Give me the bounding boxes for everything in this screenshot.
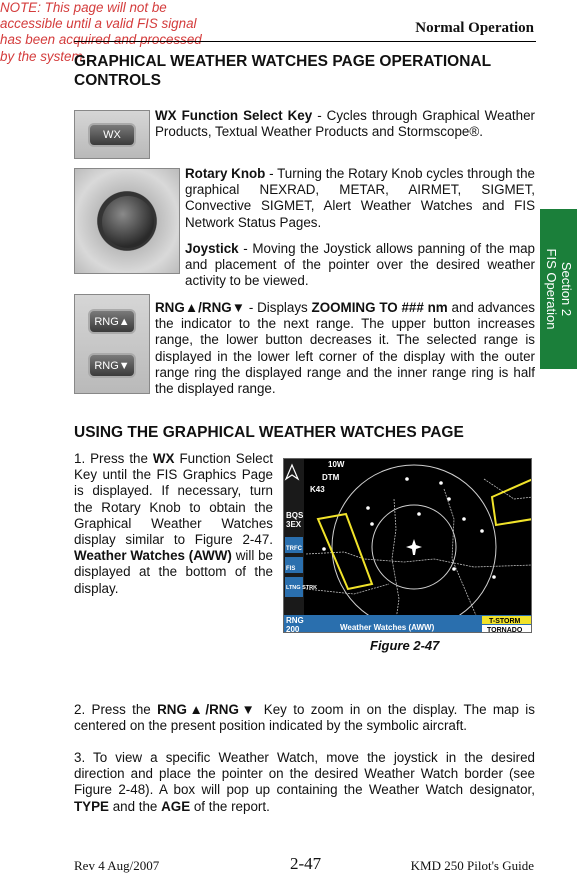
side-label: LTNG STRK — [286, 585, 318, 591]
section-tab — [540, 209, 577, 369]
rotary-text: - Turning the Rotary Knob cycles through the graphical NEXRAD, METAR, AIRMET, SIGMET, Convective SIGMET, Alert Weather Watches and FIS Network Status Pages. — [185, 166, 535, 230]
side-label: FIS — [286, 566, 296, 572]
footer-title: KMD 250 Pilot's Guide — [410, 858, 534, 873]
step3-a: 3. To view a specific Weather Watch, move the joystick in the desired direction and place the pointer on the desired Weather Watch border (see Figure 2-48). A box will pop up containing the Weather Watch designator, — [74, 750, 535, 798]
watch-box-east — [492, 479, 532, 525]
wx-text: - Cycles through Graphical Weather Products, Textual Weather Products and Stormscope®. — [155, 108, 535, 140]
rotary-description — [185, 166, 535, 231]
step2-term: RNG▲/RNG▼ — [157, 702, 258, 717]
wx-description — [155, 108, 535, 140]
waypoint-label: BQS — [286, 511, 304, 520]
wx-key: WX — [88, 123, 136, 147]
wx-term: WX Function Select Key — [155, 108, 313, 123]
section-tab-line2: FIS Operation — [543, 248, 559, 330]
joystick-knob-icon — [102, 196, 154, 248]
weather-watches-screen — [283, 458, 532, 633]
step3-c: of the report. — [190, 798, 270, 814]
step1-term: Weather Watches (AWW) — [74, 548, 232, 564]
waypoint-label: 10W — [328, 460, 345, 469]
wx-key-picture — [74, 110, 150, 159]
step3-age: AGE — [161, 798, 191, 814]
weather-map — [284, 459, 532, 633]
waypoint-label: DTM — [322, 473, 340, 482]
rng-term: RNG▲/RNG▼ — [155, 300, 246, 315]
section-tab-line1: Section 2 — [558, 261, 574, 317]
step3-type: TYPE — [74, 798, 109, 814]
joystick-description — [185, 241, 535, 290]
step2-a: 2. Press the — [74, 702, 158, 717]
rng-down-key: RNG▼ — [88, 353, 136, 378]
legend-tornado: TORNADO — [487, 627, 523, 634]
step3-b: and the — [108, 798, 162, 814]
rng-text-a: - Displays — [245, 300, 312, 315]
rng-text-b: and advances the indicator to the next range. The upper button increases range, the lower button decreases it. The selected range is displayed in the lower left corner of the display with the outer range ring the displayed range and the inner range ring is half the displayed range. — [155, 300, 535, 397]
rng-keys-picture — [74, 294, 150, 394]
page-title: GRAPHICAL WEATHER WATCHES PAGE OPERATIONAL CONTROLS — [74, 53, 491, 89]
aircraft-icon — [406, 539, 422, 555]
section-heading: USING THE GRAPHICAL WEATHER WATCHES PAGE — [74, 424, 464, 441]
range-label: RNG — [286, 616, 304, 625]
rotary-term: Rotary Knob — [185, 166, 266, 181]
step1-c: will be displayed at the bottom of the display. — [74, 548, 273, 596]
waypoint-label: K43 — [310, 485, 325, 494]
note: NOTE: This page will not be accessible until a valid FIS signal has been acquired and processed by the system. — [0, 0, 202, 64]
step-3 — [74, 750, 535, 815]
step1-wx: WX — [152, 451, 175, 466]
rng-up-key: RNG▲ — [88, 309, 136, 334]
step1-b: Function Select Key until the FIS Graphics Page is displayed. If necessary, turn the Rotary Knob to obtain the Graphical Weather Watches display similar to Figure 2-47. — [74, 451, 273, 548]
step1-a: 1. Press the — [74, 451, 153, 466]
watch-box-west — [318, 514, 372, 589]
step2-b: Key to zoom in on the display. The map is centered on the present position indicated by the symbolic aircraft. — [74, 702, 535, 734]
header-rule — [74, 41, 536, 42]
side-label: TRFC — [286, 546, 302, 552]
figure-caption: Figure 2-47 — [370, 638, 440, 653]
step-2 — [74, 702, 535, 734]
footer-revision: Rev 4 Aug/2007 — [74, 858, 160, 873]
screen-page-title: Weather Watches (AWW) — [340, 623, 435, 632]
rotary-knob-picture — [74, 168, 180, 274]
side-label: 3EX — [286, 520, 302, 529]
range-value: 200 — [286, 625, 300, 634]
rng-description — [155, 300, 535, 397]
joystick-term: Joystick — [185, 241, 239, 256]
joystick-text: - Moving the Joystick allows panning of the map and placement of the pointer over the desired weather activity to be viewed. — [185, 241, 535, 289]
page-number: 2-47 — [290, 854, 322, 873]
running-header: Normal Operation — [415, 20, 534, 36]
rng-zoom-text: ZOOMING TO ### nm — [311, 300, 448, 315]
step-1 — [74, 451, 273, 597]
legend-storm: T-STORM — [489, 618, 521, 625]
